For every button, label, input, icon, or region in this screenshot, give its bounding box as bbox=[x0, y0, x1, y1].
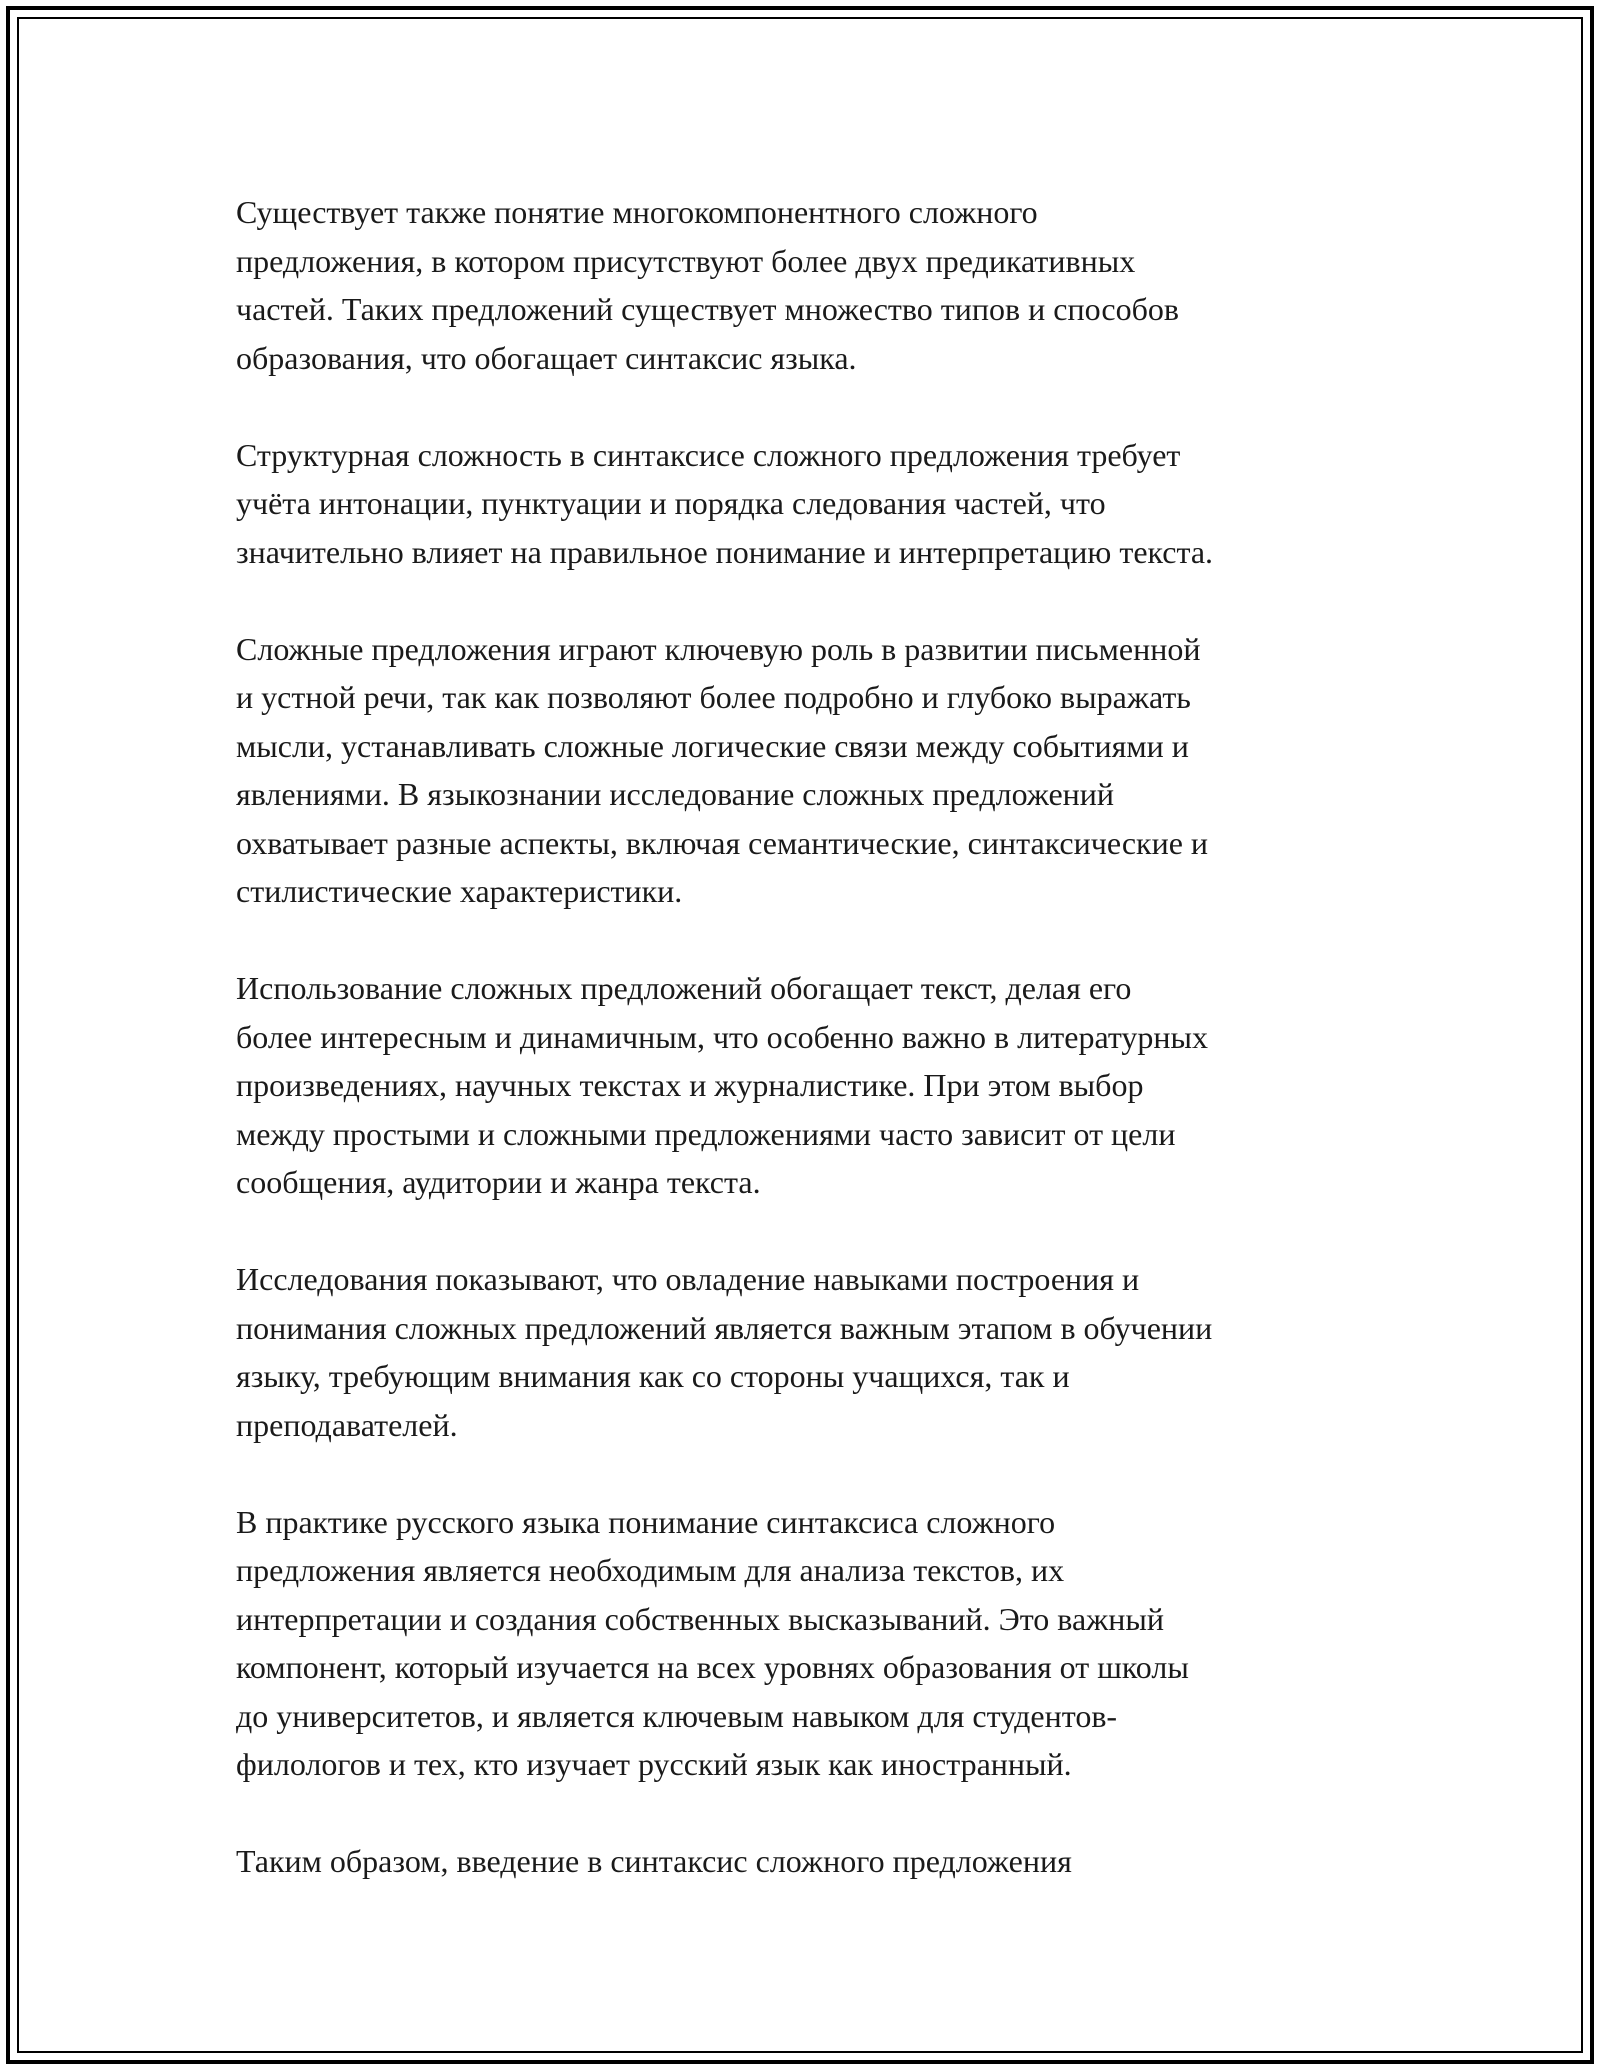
paragraph-2: Структурная сложность в синтаксисе сложного предложения требует учёта интонации, пунктуации и порядка следования частей, что значительно влияет на правильное понимание и интерпретацию текста. bbox=[236, 436, 1214, 570]
document-body bbox=[236, 188, 1376, 1934]
paragraph-6: В практике русского языка понимание синтаксиса сложного предложения является необходимым для анализа текстов, их интерпретации и создания собственных высказываний. Это важный компонент, который изучается на всех уровнях образования от школы до университетов, и является ключевым навыком для студентов- филологов и тех, кто изучает русский язык как иностранный. bbox=[236, 1503, 1189, 1782]
paragraph-3: Сложные предложения играют ключевую роль в развитии письменной и устной речи, так как позволяют более подробно и глубоко выражать мысли, устанавливать сложные логические связи между событиями и явлениями. В языкознании исследование сложных предложений охватывает разные аспекты, включая семантические, синтаксические и стилистические характеристики. bbox=[236, 630, 1209, 909]
paragraph-7: Таким образом, введение в синтаксис сложного предложения bbox=[236, 1843, 1072, 1879]
paragraph-5: Исследования показывают, что овладение навыками построения и понимания сложных предложений является важным этапом в обучении языку, требующим внимания как со стороны учащихся, так и преподавателей. bbox=[236, 1261, 1213, 1443]
paragraph-1: Существует также понятие многокомпонентного сложного предложения, в котором присутствуют более двух предикативных частей. Таких предложений существует множество типов и способов образования, что обогащает синтаксис языка. bbox=[236, 194, 1179, 376]
paragraph-4: Использование сложных предложений обогащает текст, делая его более интересным и динамичным, что особенно важно в литературных произведениях, научных текстах и журналистике. При этом выбор между простыми и сложными предложениями часто зависит от цели сообщения, аудитории и жанра текста. bbox=[236, 970, 1208, 1200]
